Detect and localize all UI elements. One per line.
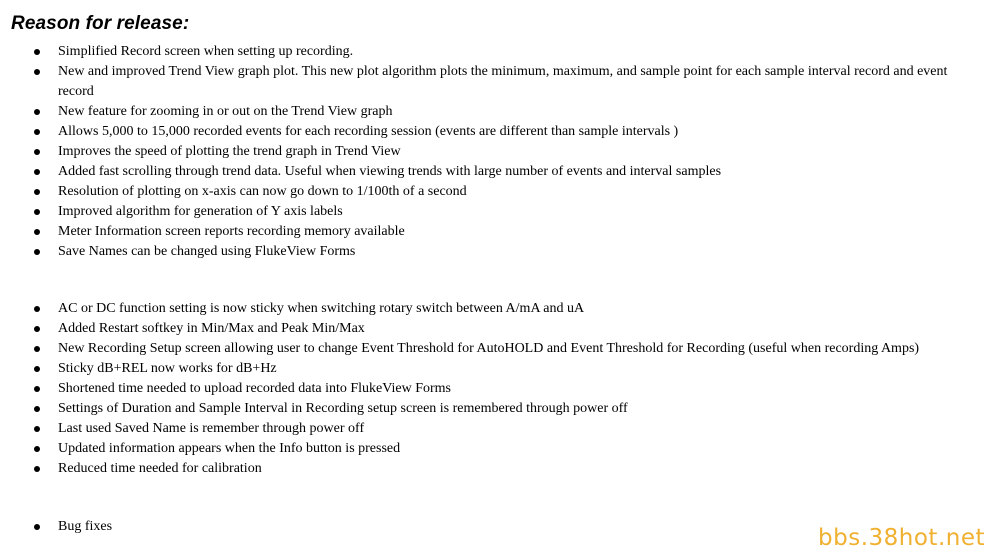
list-item [0,439,988,459]
list-item [0,42,988,62]
bullet-icon [34,366,40,372]
list-item-text: Improved algorithm for generation of Y axis labels [58,204,343,219]
list-item-text: Resolution of plotting on x-axis can now go down to 1/100th of a second [58,184,467,199]
list-item [0,222,988,242]
bullet-icon [34,524,40,530]
list-item [0,142,988,162]
list-item-text: Reduced time needed for calibration [58,461,262,476]
bullet-icon [34,446,40,452]
list-item-text: AC or DC function setting is now sticky when switching rotary switch between A/mA and uA [58,301,585,316]
list-item [0,459,988,479]
list-item [0,122,988,142]
bullet-icon [34,386,40,392]
list-item-text: Bug fixes [58,519,113,534]
bullet-icon [34,189,40,195]
list-item-text: Allows 5,000 to 15,000 recorded events for each recording session (events are different than sample intervals ) [58,124,679,139]
bullet-icon [34,346,40,352]
list-item [0,202,988,222]
release-notes-list-2 [0,299,988,479]
list-item [0,319,988,339]
list-item [0,299,988,319]
bullet-icon [34,326,40,332]
list-item [0,379,988,399]
bullet-icon [34,426,40,432]
list-item [0,339,988,359]
list-item-text: Meter Information screen reports recording memory available [58,224,405,239]
release-notes-list-1 [0,42,988,262]
list-item [0,102,988,122]
list-item-text: Added fast scrolling through trend data. Useful when viewing trends with large number of events and interval samples [58,164,722,179]
bullet-icon [34,169,40,175]
list-item-text: New Recording Setup screen allowing user to change Event Threshold for AutoHOLD and Event Threshold for Recording (useful when recording Amps) [58,341,920,356]
list-item-text: Settings of Duration and Sample Interval in Recording setup screen is remembered through power off [58,401,628,416]
list-item [0,182,988,202]
bullet-icon [34,129,40,135]
list-item [0,399,988,419]
list-item-text: Last used Saved Name is remember through power off [58,421,365,436]
list-item-text: Save Names can be changed using FlukeView Forms [58,244,356,259]
list-item [0,242,988,262]
bullet-icon [34,209,40,215]
list-item-text: Improves the speed of plotting the trend graph in Trend View [58,144,401,159]
list-item [0,359,988,379]
bullet-icon [34,406,40,412]
list-item-text: New and improved Trend View graph plot. This new plot algorithm plots the minimum, maximum, and sample point for each sample interval record and event record [58,64,948,99]
list-item [0,162,988,182]
list-item [0,62,988,102]
bullet-icon [34,49,40,55]
watermark: bbs.38hot.net [818,525,985,551]
list-item-text: Simplified Record screen when setting up recording. [58,44,354,59]
bullet-icon [34,229,40,235]
list-item-text: Sticky dB+REL now works for dB+Hz [58,361,277,376]
bullet-icon [34,109,40,115]
bullet-icon [34,306,40,312]
list-item-text: Shortened time needed to upload recorded data into FlukeView Forms [58,381,452,396]
bullet-icon [34,149,40,155]
list-item [0,419,988,439]
bullet-icon [34,466,40,472]
page-title: Reason for release: [11,13,190,34]
bullet-icon [34,249,40,255]
list-item-text: New feature for zooming in or out on the Trend View graph [58,104,393,119]
bullet-icon [34,69,40,75]
list-item-text: Added Restart softkey in Min/Max and Peak Min/Max [58,321,365,336]
list-item-text: Updated information appears when the Info button is pressed [58,441,401,456]
